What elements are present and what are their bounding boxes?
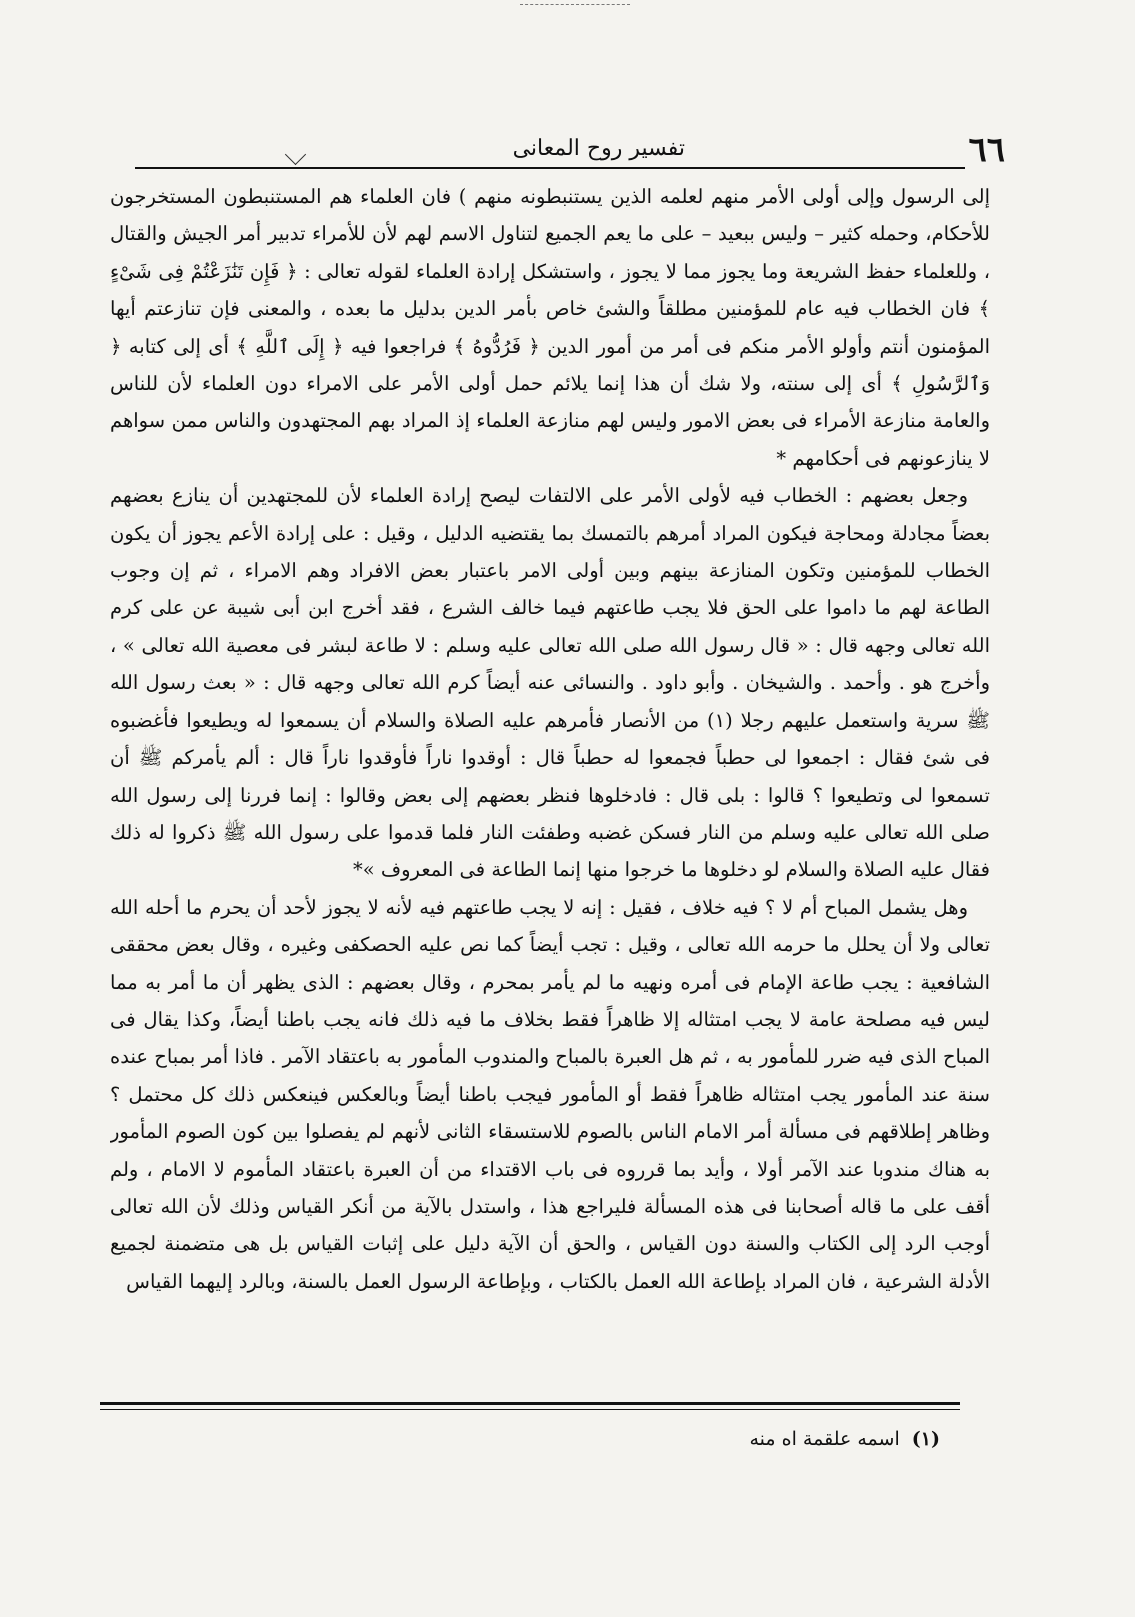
- main-text: [110, 178, 990, 1393]
- paragraph: إلى الرسول وإلى أولى الأمر منهم لعلمه الذين يستنبطونه منهم ) فان العلماء هم المستنبطون المستخرجون للأحكام، وحمله كثير – وليس ببعيد – على ما يعم الجميع لتناول الاسم لهم لأن للأمراء تدبير أمر الجيش والقتال ، وللعلماء حفظ الشريعة وما يجوز مما لا يجوز ، واستشكل إرادة العلماء لقوله تعالى : ﴿ فَإِن تَنَٰزَعْتُمْ فِى شَىْءٍ ﴾ فان الخطاب فيه عام للمؤمنين مطلقاً والشئ خاص بأمر الدين بدليل ما بعده ، والمعنى فإن تنازعتم أيها المؤمنون أنتم وأولو الأمر منكم فى أمر من أمور الدين ﴿ فَرُدُّوهُ ﴾ فراجعوا فيه ﴿ إِلَى ٱللَّهِ ﴾ أى إلى كتابه ﴿ وَٱلرَّسُولِ ﴾ أى إلى سنته، ولا شك أن هذا إنما يلائم حمل أولى الأمر على الامراء دون العلماء لأن للناس والعامة منازعة الأمراء فى بعض الامور وليس لهم منازعة العلماء إذ المراد بهم المجتهدون والناس ممن سواهم لا ينازعونهم فى أحكامهم *: [110, 185, 990, 470]
- footnote-marker: (١): [911, 1428, 940, 1450]
- page-number: ٦٦: [968, 130, 1005, 170]
- footnote-text: اسمه علقمة اه منه: [749, 1428, 900, 1450]
- footnote-rule-thick: [100, 1402, 960, 1405]
- header-rule: [135, 167, 965, 169]
- footnote: [600, 1424, 940, 1454]
- top-dashed-line: [520, 4, 630, 5]
- footnote-rule-thin: [100, 1409, 960, 1410]
- running-title: تفسير روح المعانى: [512, 136, 685, 161]
- paragraph: وجعل بعضهم : الخطاب فيه لأولى الأمر على الالتفات ليصح إرادة العلماء لأن للمجتهدين أن ينازع بعضهم بعضاً مجادلة ومحاجة فيكون المراد أمرهم بالتمسك بما يقتضيه الدليل ، وقيل : على إرادة الأعم يجوز أن يكون الخطاب للمؤمنين وتكون المنازعة بينهم وبين أولى الامر باعتبار بعض الافراد وهم الامراء ، ثم إن وجوب الطاعة لهم ما داموا على الحق فلا يجب طاعتهم فيما خالف الشرع ، فقد أخرج ابن أبى شيبة عن على كرم الله تعالى وجهه قال : « قال رسول الله صلى الله تعالى عليه وسلم : لا طاعة لبشر فى معصية الله تعالى » ، وأخرج هو . وأحمد . والشيخان . وأبو داود . والنسائى عنه أيضاً كرم الله تعالى وجهه قال : « بعث رسول الله ﷺ سرية واستعمل عليهم رجلا (١) من الأنصار فأمرهم عليه الصلاة والسلام أن يسمعوا له ويطيعوا فأغضبوه فى شئ فقال : اجمعوا لى حطباً فجمعوا له حطباً قال : أوقدوا ناراً فأوقدوا ناراً قال : ألم يأمركم ﷺ أن تسمعوا لى وتطيعوا ؟ قالوا : بلى قال : فادخلوها فنظر بعضهم إلى بعض وقالوا : إنما فررنا إلى رسول الله صلى الله تعالى عليه وسلم من النار فسكن غضبه وطفئت النار فلما قدموا على رسول الله ﷺ ذكروا له ذلك فقال عليه الصلاة والسلام لو دخلوها ما خرجوا منها إنما الطاعة فى المعروف »*: [110, 484, 990, 882]
- paragraph: وهل يشمل المباح أم لا ؟ فيه خلاف ، فقيل : إنه لا يجب طاعتهم فيه لأنه لا يجوز لأحد أن يحرم ما أحله الله تعالى ولا أن يحلل ما حرمه الله تعالى ، وقيل : تجب أيضاً كما نص عليه الحصكفى وغيره ، وقال بعض محققى الشافعية : يجب طاعة الإمام فى أمره ونهيه ما لم يأمر بمحرم ، وقال بعضهم : الذى يظهر أن ما أمر به مما ليس فيه مصلحة عامة لا يجب امتثاله إلا ظاهراً فقط بخلاف ما فيه ذلك فانه يجب باطنا أيضاً، وكذا يقال فى المباح الذى فيه ضرر للمأمور به ، ثم هل العبرة بالمباح والمندوب المأمور به باعتقاد الآمر . فاذا أمر بمباح عنده سنة عند المأمور يجب امتثاله ظاهراً فقط أو المأمور فيجب باطنا أيضاً وبالعكس فينعكس ذلك كل محتمل ؟ وظاهر إطلاقهم فى مسألة أمر الامام الناس بالصوم للاستسقاء الثانى لأنهم لم يفصلوا بين كون الصوم المأمور به هناك مندوبا عند الآمر أولا ، وأيد بما قرروه فى باب الاقتداء من أن العبرة باعتقاد المأموم لا الامام ، ولم أقف على ما قاله أصحابنا فى هذه المسألة فليراجع هذا ، واستدل بالآية من أنكر القياس وذلك لأن الله تعالى أوجب الرد إلى الكتاب والسنة دون القياس ، والحق أن الآية دليل على إثبات القياس بل هى متضمنة لجميع الأدلة الشرعية ، فان المراد بإطاعة الله العمل بالكتاب ، وبإطاعة الرسول العمل بالسنة، وبالرد إليهما القياس: [110, 895, 990, 1293]
